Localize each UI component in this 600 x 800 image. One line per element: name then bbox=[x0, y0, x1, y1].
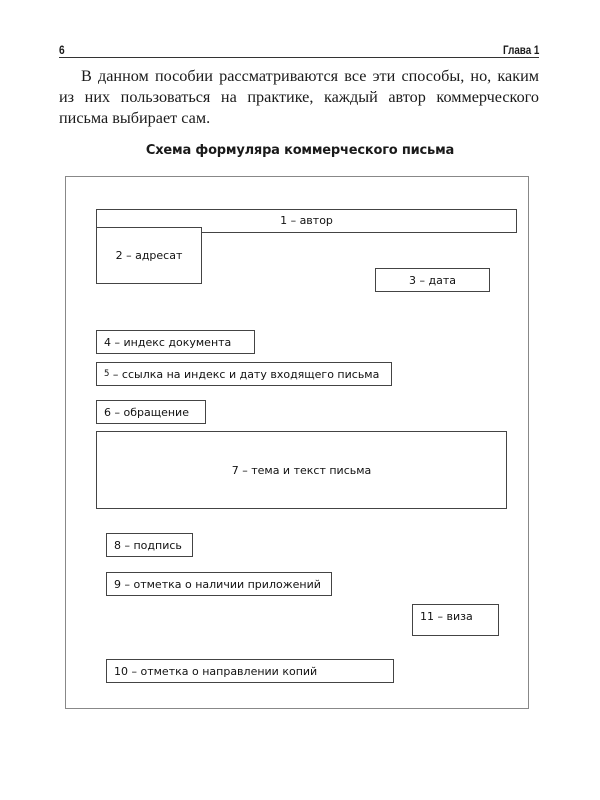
field-addressee bbox=[96, 227, 202, 284]
field-document-index-label: 4 – индекс документа bbox=[104, 335, 232, 349]
field-incoming-reference-label: – ссылка на индекс и дату входящего письма bbox=[109, 367, 380, 381]
field-signature bbox=[106, 533, 193, 557]
field-incoming-reference bbox=[96, 362, 392, 386]
page-header bbox=[59, 44, 539, 58]
field-incoming-reference-number: 5 bbox=[104, 369, 110, 379]
field-subject-and-body bbox=[96, 431, 507, 509]
field-approval-visa-label: 11 – виза bbox=[420, 610, 473, 623]
field-attachments-note bbox=[106, 572, 332, 596]
field-date-label: 3 – дата bbox=[409, 273, 456, 287]
field-salutation-label: 6 – обращение bbox=[104, 405, 189, 419]
scheme-title: Схема формуляра коммерческого письма bbox=[145, 143, 455, 158]
field-author-label: 1 – автор bbox=[280, 214, 333, 227]
field-copies-note bbox=[106, 659, 394, 683]
field-copies-note-label: 10 – отметка о направлении копий bbox=[114, 664, 318, 678]
field-document-index bbox=[96, 330, 255, 354]
field-attachments-note-label: 9 – отметка о наличии приложений bbox=[114, 577, 321, 591]
field-salutation bbox=[96, 400, 206, 424]
field-subject-and-body-label: 7 – тема и текст письма bbox=[231, 463, 372, 477]
field-addressee-label: 2 – адресат bbox=[115, 249, 183, 262]
intro-paragraph: В данном пособии рассматриваются все эти способы, но, каким из них пользоваться на практике, каждый автор коммерческого письма выбирает сам. bbox=[59, 67, 539, 127]
field-signature-label: 8 – подпись bbox=[114, 538, 182, 552]
field-date bbox=[375, 268, 490, 292]
field-approval-visa bbox=[412, 604, 499, 636]
page-number: 6 bbox=[59, 43, 65, 57]
chapter-title: Глава 1 bbox=[502, 43, 539, 57]
